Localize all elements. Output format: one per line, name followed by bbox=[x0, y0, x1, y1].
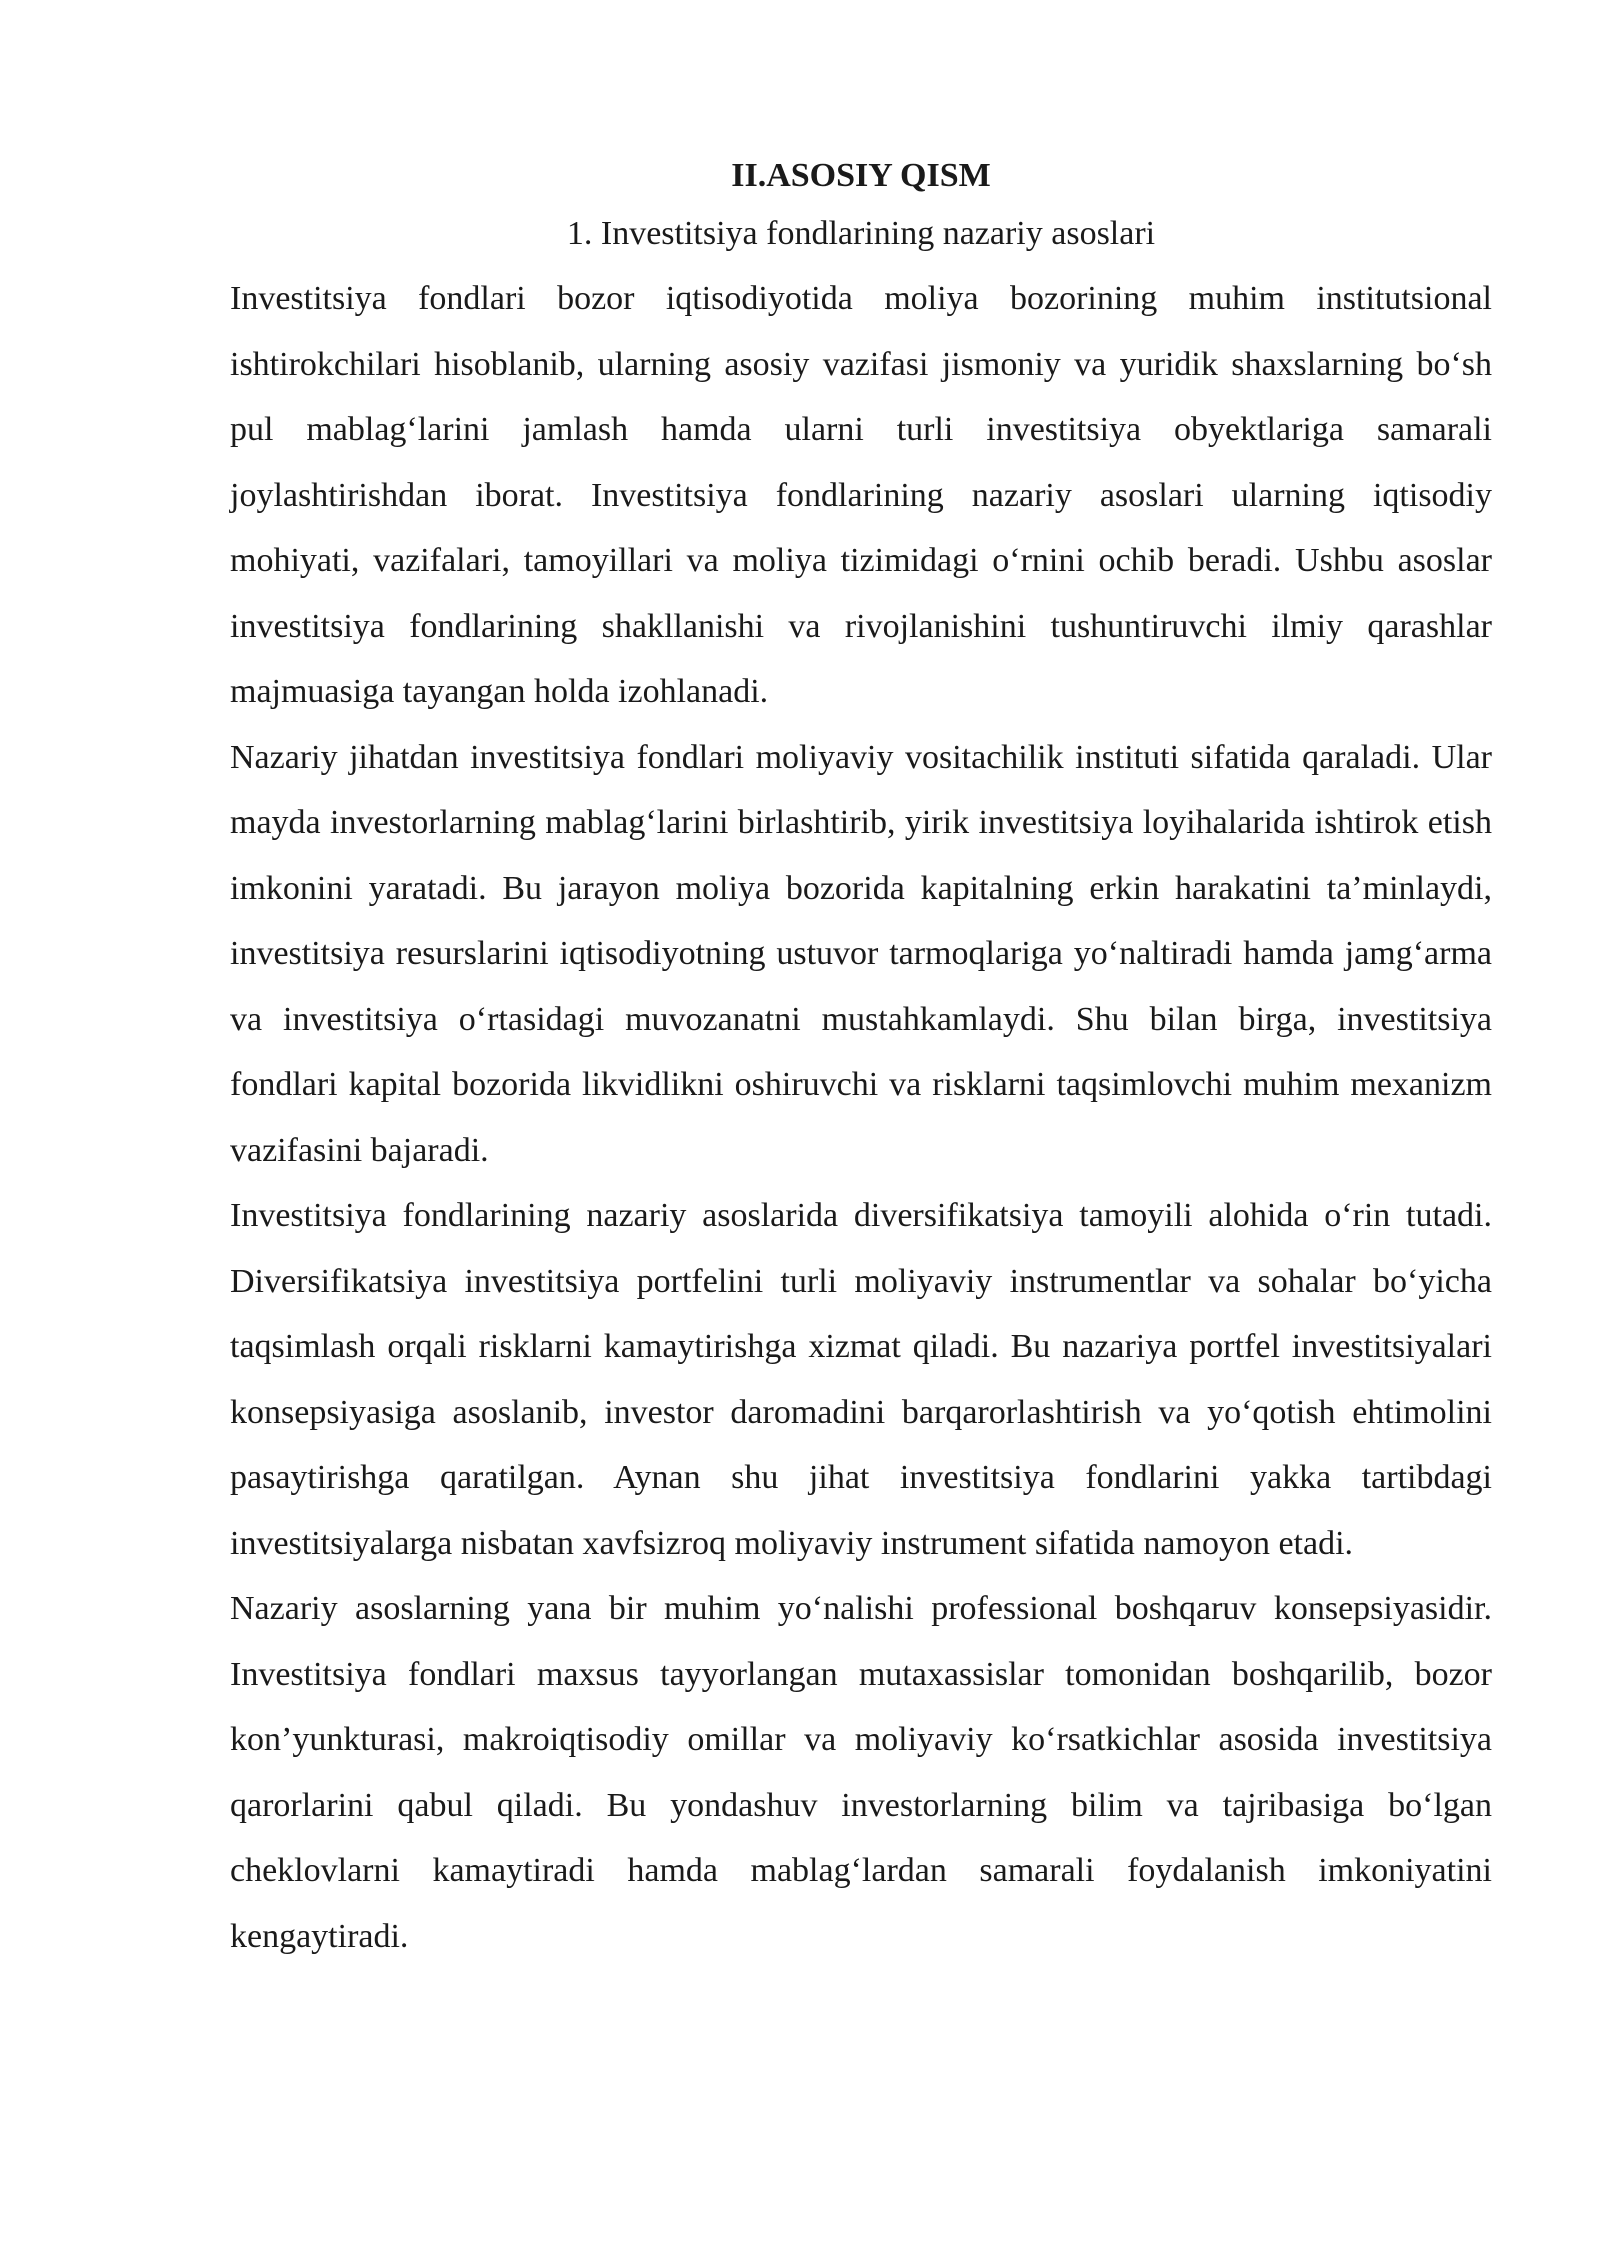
section-title: II.ASOSIY QISM bbox=[731, 157, 991, 194]
paragraph-4: Nazariy asoslarning yana bir muhim yo‘nalishi professional boshqaruv konsepsiyasidir. Investitsiya fondlari maxsus tayyorlangan mutaxassislar tomonidan boshqarilib, bozor kon’yunkturasi, makroiqtisodiy omillar va moliyaviy ko‘rsatkichlar asosida investitsiya qarorlarini qabul qiladi. Bu yondashuv investorlarning bilim va tajribasiga bo‘lgan cheklovlarni kamaytiradi hamda mablag‘lardan samarali foydalanish imkoniyatini kengaytiradi. bbox=[230, 1590, 1492, 1955]
subsection-title: 1. Investitsiya fondlarining nazariy asoslari bbox=[566, 215, 1156, 252]
paragraph-2: Nazariy jihatdan investitsiya fondlari moliyaviy vositachilik instituti sifatida qaraladi. Ular mayda investorlarning mablag‘larini birlashtirib, yirik investitsiya loyihalarida ishtirok etish imkonini yaratadi. Bu jarayon moliya bozorida kapitalning erkin harakatini ta’minlaydi, investitsiya resurslarini iqtisodiyotning ustuvor tarmoqlariga yo‘naltiradi hamda jamg‘arma va investitsiya o‘rtasidagi muvozanatni mustahkamlaydi. Shu bilan birga, investitsiya fondlari kapital bozorida likvidlikni oshiruvchi va risklarni taqsimlovchi muhim mexanizm vazifasini bajaradi. bbox=[230, 738, 1492, 1169]
paragraph-3: Investitsiya fondlarining nazariy asoslarida diversifikatsiya tamoyili alohida o‘rin tutadi. Diversifikatsiya investitsiya portfelini turli moliyaviy instrumentlar va sohalar bo‘yicha taqsimlash orqali risklarni kamaytirishga xizmat qiladi. Bu nazariya portfel investitsiyalari konsepsiyasiga asoslanib, investor daromadini barqarorlashtirish va yo‘qotish ehtimolini pasaytirishga qaratilgan. Aynan shu jihat investitsiya fondlarini yakka tartibdagi investitsiyalarga nisbatan xavfsizroq moliyaviy instrument sifatida namoyon etadi. bbox=[230, 1197, 1492, 1562]
document-page bbox=[230, 150, 1492, 1969]
paragraph-1: Investitsiya fondlari bozor iqtisodiyotida moliya bozorining muhim institutsional ishtirokchilari hisoblanib, ularning asosiy vazifasi jismoniy va yuridik shaxslarning bo‘sh pul mablag‘larini jamlash hamda ularni turli investitsiya obyektlariga samarali joylashtirishdan iborat. Investitsiya fondlarining nazariy asoslari ularning iqtisodiy mohiyati, vazifalari, tamoyillari va moliya tizimidagi o‘rnini ochib beradi. Ushbu asoslar investitsiya fondlarining shakllanishi va rivojlanishini tushuntiruvchi ilmiy qarashlar majmuasiga tayangan holda izohlanadi. bbox=[230, 280, 1492, 710]
